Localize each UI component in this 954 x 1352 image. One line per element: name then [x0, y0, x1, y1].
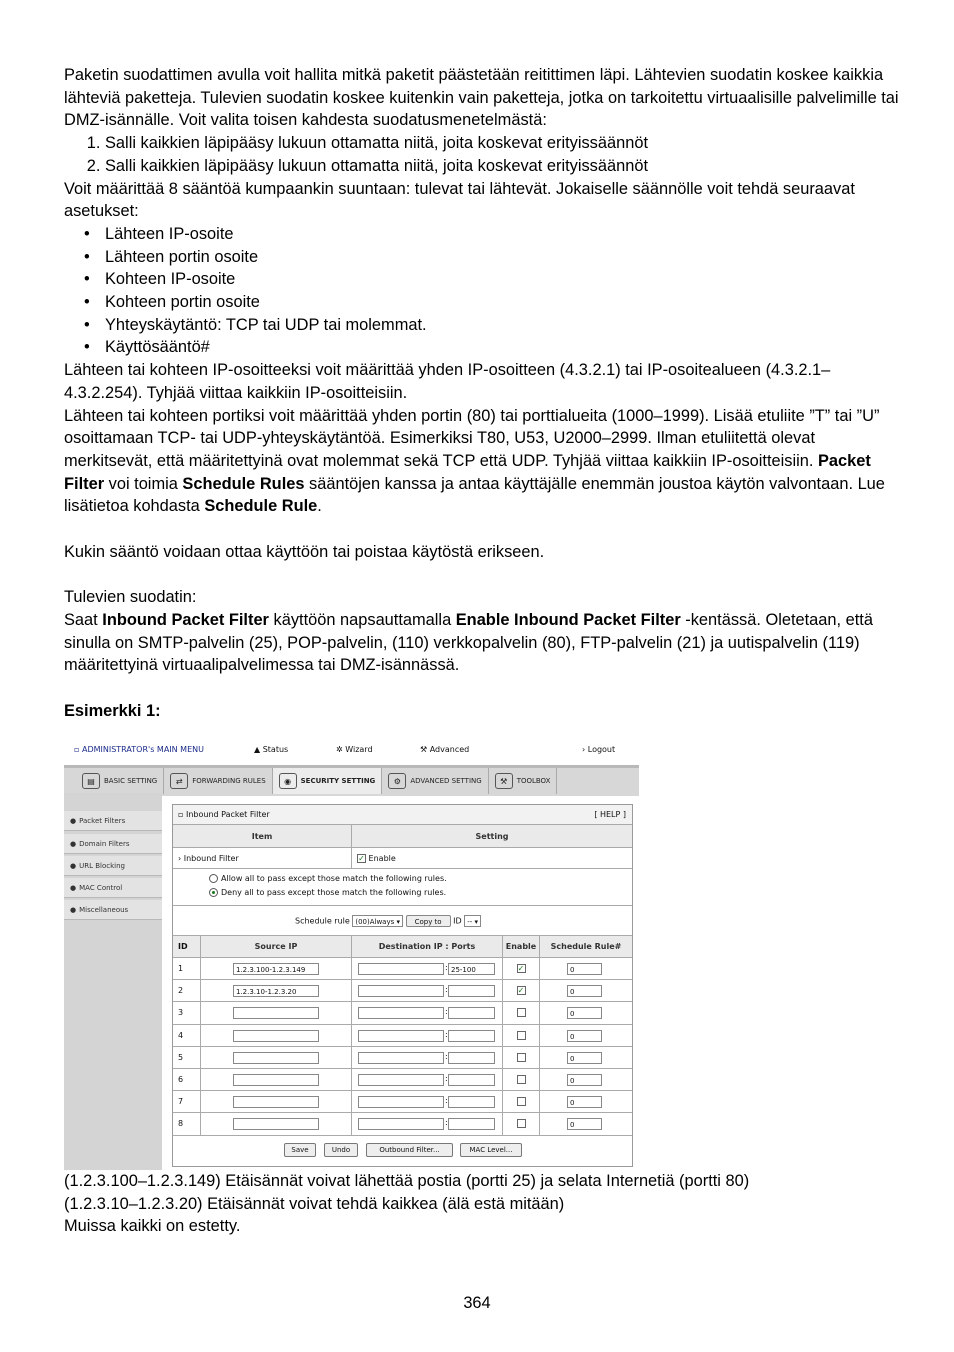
- page-number: 364: [463, 1294, 491, 1312]
- example-caption: [64, 1170, 904, 1238]
- schedule-rule-select[interactable]: (00)Always ▾: [352, 915, 403, 927]
- col-item: Item: [173, 825, 352, 847]
- source-ip-input[interactable]: 1.2.3.10-1.2.3.20: [233, 985, 319, 997]
- schedule-rule-label: Schedule rule: [295, 916, 350, 926]
- schedule-rule-input[interactable]: 0: [567, 1052, 602, 1064]
- tab-advanced-setting[interactable]: ⚙ ADVANCED SETTING: [382, 768, 488, 794]
- schedule-rule-input[interactable]: 0: [567, 1118, 602, 1130]
- sidebar-item-domain-filters[interactable]: ● Domain Filters: [64, 834, 162, 854]
- dest-ports-input[interactable]: [448, 1096, 495, 1108]
- dest-ports-input[interactable]: 25-100: [448, 963, 495, 975]
- intro-paragraph: Paketin suodattimen avulla voit hallita mitkä paketit päästetään reitittimen läpi. Lähtevien suodatin koskee kaikkia lähteviä paketteja. Tulevien suodatin koskee kuitenkin vain paketteja, jotka on tarkoitettu virtuaalisille palvelimille tai DMZ-isännälle. Voit valita toisen kahdesta suodatusmenetelmästä:: [64, 66, 899, 130]
- method-item: 2. Salli kaikkien läpipääsy lukuun ottamatta niitä, joita koskevat erityissäännöt: [105, 155, 904, 178]
- forwarding-icon: ⇄: [170, 773, 188, 789]
- rule-enable-checkbox[interactable]: [517, 1031, 526, 1040]
- rule-enable-checkbox[interactable]: [517, 1008, 526, 1017]
- policy-row: [173, 869, 632, 906]
- mac-level-button[interactable]: MAC Level...: [460, 1143, 522, 1157]
- table-row: 5 : 0: [173, 1047, 632, 1069]
- rule-id: 1: [173, 958, 201, 979]
- th-source-ip: Source IP: [201, 936, 352, 957]
- rule-enable-checkbox[interactable]: [517, 1053, 526, 1062]
- caption-line: (1.2.3.10–1.2.3.20) Etäisännät voivat tehdä kaikkea (älä estä mitään): [64, 1194, 565, 1213]
- rule-id: 4: [173, 1025, 201, 1046]
- sidebar-item-miscellaneous[interactable]: ● Miscellaneous: [64, 900, 162, 920]
- dest-ports-input[interactable]: [448, 1118, 495, 1130]
- rules-header-row: [173, 936, 632, 958]
- dest-ip-input[interactable]: [358, 1074, 444, 1086]
- allow-all-radio[interactable]: [209, 874, 218, 883]
- table-row: 4 : 0: [173, 1025, 632, 1047]
- schedule-rule-input[interactable]: 0: [567, 1030, 602, 1042]
- dest-ports-input[interactable]: [448, 1030, 495, 1042]
- rule-enable-checkbox[interactable]: [517, 1075, 526, 1084]
- table-row: 3 : 0: [173, 1002, 632, 1024]
- inbound-filter-row: › Inbound Filter ✓ Enable: [173, 848, 632, 869]
- button-row: [173, 1136, 632, 1166]
- settings-item: • Lähteen IP-osoite: [64, 223, 904, 246]
- method-item: 1. Salli kaikkien läpipääsy lukuun ottamatta niitä, joita koskevat erityissäännöt: [105, 132, 904, 155]
- source-ip-input[interactable]: [233, 1118, 319, 1130]
- enable-label: Enable: [368, 853, 396, 863]
- rule-id: 5: [173, 1047, 201, 1068]
- table-row: 7 : 0: [173, 1091, 632, 1113]
- advanced-setting-icon: ⚙: [388, 773, 406, 789]
- source-ip-input[interactable]: [233, 1007, 319, 1019]
- panel-header: ▫ Inbound Packet Filter [ HELP ]: [173, 805, 632, 825]
- sidebar-item-packet-filters[interactable]: ● Packet Filters: [64, 811, 162, 831]
- router-screenshot: [64, 743, 639, 1170]
- rules-paragraph: Voit määrittää 8 sääntöä kumpaankin suuntaan: tulevat tai lähtevät. Jokaiselle säännölle voit tehdä seuraavat asetukset:: [64, 179, 855, 221]
- source-ip-input[interactable]: [233, 1030, 319, 1042]
- tab-basic-setting[interactable]: ▤ BASIC SETTING: [64, 768, 164, 794]
- dest-ip-input[interactable]: [358, 1118, 444, 1130]
- table-row: 2 1.2.3.10-1.2.3.20 : ✓ 0: [173, 980, 632, 1002]
- allow-all-label: Allow all to pass except those match the following rules.: [221, 874, 447, 883]
- rule-id: 8: [173, 1113, 201, 1134]
- dest-ip-input[interactable]: [358, 963, 444, 975]
- main-tabs: [64, 765, 639, 796]
- schedule-rule-input[interactable]: 0: [567, 963, 602, 975]
- th-id: ID: [173, 936, 201, 957]
- inbound-filter-label: Inbound Filter: [183, 853, 239, 863]
- rule-id: 7: [173, 1091, 201, 1112]
- deny-all-label: Deny all to pass except those match the following rules.: [221, 888, 447, 897]
- rule-enable-checkbox[interactable]: [517, 1119, 526, 1128]
- schedule-rule-input[interactable]: 0: [567, 1074, 602, 1086]
- settings-item: • Kohteen portin osoite: [64, 291, 904, 314]
- toolbox-icon: ⚒: [495, 773, 513, 789]
- inbound-heading: Tulevien suodatin:: [64, 588, 197, 607]
- th-destination: Destination IP : Ports: [352, 936, 503, 957]
- rule-enable-checkbox[interactable]: ✓: [517, 986, 525, 996]
- save-button[interactable]: Save: [284, 1143, 316, 1157]
- settings-item: • Käyttösääntö#: [64, 336, 904, 359]
- item-header-row: [173, 825, 632, 848]
- source-ip-input[interactable]: 1.2.3.100-1.2.3.149: [233, 963, 319, 975]
- th-schedule-rule: Schedule Rule#: [550, 942, 622, 951]
- wizard-link[interactable]: ✲ Wizard: [336, 745, 373, 754]
- schedule-rule-input[interactable]: 0: [567, 1096, 602, 1108]
- table-row: 6 : 0: [173, 1069, 632, 1091]
- schedule-row: [173, 906, 632, 936]
- ip-paragraph: Lähteen tai kohteen IP-osoitteeksi voit määrittää yhden IP-osoitteen (4.3.2.1) tai IP-osoitealueen (4.3.2.1–4.3.2.254). Tyhjää viittaa kaikkiin IP-osoitteisiin.: [64, 361, 831, 402]
- security-icon: ◉: [279, 773, 297, 789]
- th-enable: Enable: [503, 936, 540, 957]
- rule-id: 2: [173, 980, 201, 1001]
- settings-list: [64, 223, 904, 359]
- caption-line: Muissa kaikki on estetty.: [64, 1217, 241, 1236]
- rule-enable-checkbox[interactable]: ✓: [517, 964, 525, 974]
- tab-forwarding-rules[interactable]: ⇄ FORWARDING RULES: [164, 768, 272, 794]
- undo-button[interactable]: Undo: [324, 1143, 358, 1157]
- help-link[interactable]: [ HELP ]: [594, 810, 626, 819]
- method-list: [64, 132, 904, 177]
- dest-ip-input[interactable]: [358, 1096, 444, 1108]
- logout-link[interactable]: › Logout: [582, 745, 616, 754]
- dest-ports-input[interactable]: [448, 1007, 495, 1019]
- advanced-link[interactable]: ⚒ Advanced: [420, 745, 470, 754]
- caption-line: (1.2.3.100–1.2.3.149) Etäisännät voivat lähettää postia (portti 25) ja selata Internetiä (portti 80): [64, 1172, 750, 1190]
- copy-to-button[interactable]: Copy to: [406, 915, 451, 927]
- admin-menu-link[interactable]: ▫ ADMINISTRATOR's MAIN MENU: [74, 745, 204, 754]
- top-menu: [64, 743, 639, 757]
- dest-ports-input[interactable]: [448, 1074, 495, 1086]
- dest-ip-input[interactable]: [358, 1007, 444, 1019]
- inbound-filter-panel: [172, 804, 633, 1167]
- table-row: 8 : 0: [173, 1113, 632, 1135]
- dest-ports-input[interactable]: [448, 985, 495, 997]
- panel-title: Inbound Packet Filter: [185, 810, 270, 819]
- status-link[interactable]: ▲ Status: [254, 745, 289, 754]
- rule-id: 3: [173, 1002, 201, 1023]
- dest-ip-input[interactable]: [358, 985, 444, 997]
- rule-enable-checkbox[interactable]: [517, 1097, 526, 1106]
- settings-item: • Yhteyskäytäntö: TCP tai UDP tai molemmat.: [64, 314, 904, 337]
- settings-item: • Kohteen IP-osoite: [64, 268, 904, 291]
- tab-toolbox[interactable]: ⚒ TOOLBOX: [489, 768, 558, 794]
- dest-ip-input[interactable]: [358, 1030, 444, 1042]
- source-ip-input[interactable]: [233, 1052, 319, 1064]
- rule-id: 6: [173, 1069, 201, 1090]
- sidebar-item-mac-control[interactable]: ● MAC Control: [64, 878, 162, 898]
- schedule-rule-input[interactable]: 0: [567, 985, 602, 997]
- outbound-filter-button[interactable]: Outbound Filter...: [366, 1143, 453, 1157]
- document-body: [64, 64, 904, 722]
- id-select[interactable]: -- ▾: [464, 915, 481, 927]
- table-row: 1 1.2.3.100-1.2.3.149 : 25-100 ✓ 0: [173, 958, 632, 980]
- tab-security-setting[interactable]: ◉ SECURITY SETTING: [273, 768, 383, 794]
- example-title: Esimerkki 1:: [64, 701, 161, 720]
- source-ip-input[interactable]: [233, 1074, 319, 1086]
- schedule-rule-input[interactable]: 0: [567, 1007, 602, 1019]
- enable-inbound-checkbox[interactable]: ✓: [358, 853, 365, 863]
- id-label: ID: [453, 916, 462, 926]
- basic-setting-icon: ▤: [82, 773, 100, 789]
- port-paragraph: Lähteen tai kohteen portiksi voit määrittää yhden portin (80) tai porttialueita (1000–1999). Lisää etuliite ”T” tai ”U” osoittamaan TCP- tai UDP-yhteyskäytäntöä. Esimerkiksi T80, U53, U2000–2999. Ilman etuliitettä olevat merkitsevät, että määritettyinä ovat molemmat sekä TCP että UDP. Tyhjää viittaa kaikkiin IP-osoitteisiin. Packet Filter voi toimia Schedule Rules sääntöjen kanssa ja antaa käyttäjälle enemmän joustoa käytön valvontaan. Lue lisätietoa kohdasta Schedule Rule.: [64, 406, 885, 516]
- sidebar: [64, 793, 162, 1170]
- inbound-paragraph: Saat Inbound Packet Filter käyttöön napsauttamalla Enable Inbound Packet Filter -kentässä. Oletetaan, että sinulla on SMTP-palvelin (25), POP-palvelin, (110) verkkopalvelin (80), FTP-palvelin (21) ja uutispalvelin (119) määritettyinä virtuaalipalvelimessa tai DMZ-isännässä.: [64, 610, 873, 675]
- col-setting: Setting: [475, 831, 509, 841]
- enable-paragraph: Kukin sääntö voidaan ottaa käyttöön tai poistaa käytöstä erikseen.: [64, 542, 545, 561]
- deny-all-radio[interactable]: [209, 888, 218, 897]
- settings-item: • Lähteen portin osoite: [64, 246, 904, 269]
- sidebar-item-url-blocking[interactable]: ● URL Blocking: [64, 856, 162, 876]
- dest-ip-input[interactable]: [358, 1052, 444, 1064]
- source-ip-input[interactable]: [233, 1096, 319, 1108]
- dest-ports-input[interactable]: [448, 1052, 495, 1064]
